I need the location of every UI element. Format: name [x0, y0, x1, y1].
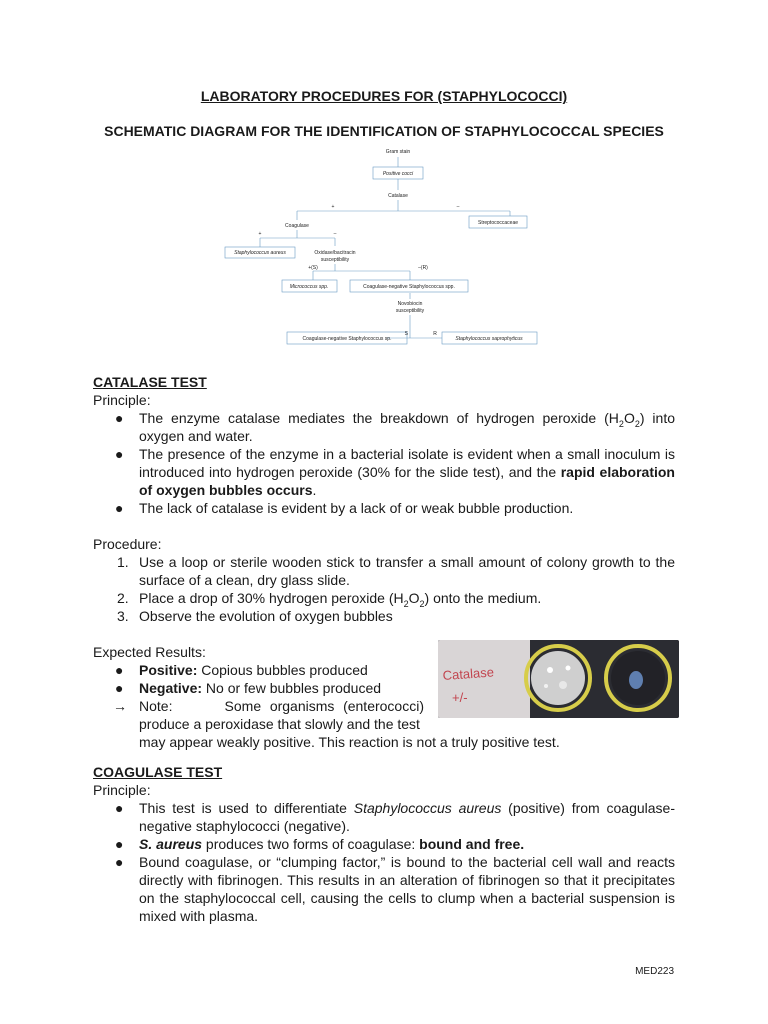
coagulase-heading: COAGULASE TEST: [93, 764, 223, 780]
label-resistant: –(R): [418, 265, 428, 271]
arrow-right-icon: →: [113, 698, 127, 714]
document-title: LABORATORY PROCEDURES FOR (STAPHYLOCOCCI): [200, 88, 568, 104]
bullet-icon: ●: [115, 500, 124, 516]
label-novobiocin-s: S: [404, 331, 408, 337]
bullet-icon: ●: [115, 680, 124, 696]
node-gram-stain: Gram stain: [385, 149, 411, 155]
coagulase-principle-label: Principle:: [93, 782, 151, 798]
node-novobiocin-line1: Novobiocin: [397, 301, 423, 307]
node-novobiocin-line2: susceptibility: [395, 308, 425, 314]
node-catalase: Catalase: [388, 193, 408, 199]
node-oxidase-line1: Oxidase/bacitracin: [314, 250, 356, 256]
bullet-icon: ●: [115, 854, 124, 870]
page-footer-code: MED223: [635, 966, 674, 977]
result-positive: ● Positive: Copious bubbles produced: [115, 662, 368, 678]
procedure-step-3: 3. Observe the evolution of oxygen bubbles: [117, 608, 393, 624]
catalase-principle-2: ● The presence of the enzyme in a bacterial isolate is evident when a small inoculum is introduced into hydrogen peroxide (30% for the slide test), and the rapid elaboration of oxygen bubbles occurs.: [115, 446, 675, 498]
identification-flowchart: [215, 143, 545, 348]
node-micrococcus: Micrococcus spp.: [289, 284, 329, 290]
catalase-principle-3: ● The lack of catalase is evident by a lack of or weak bubble production.: [115, 500, 574, 516]
node-oxidase-line2: susceptibility: [320, 257, 350, 263]
bullet-icon: ●: [115, 836, 124, 852]
node-coagulase: Coagulase: [285, 223, 309, 229]
label-susceptible: +(S): [308, 265, 318, 271]
procedure-label: Procedure:: [93, 536, 162, 552]
catalase-heading: CATALASE TEST: [93, 374, 207, 390]
expected-results-label: Expected Results:: [93, 644, 206, 660]
result-negative: ● Negative: No or few bubbles produced: [115, 680, 382, 696]
coagulase-section: [93, 763, 675, 925]
node-cns-sp: Coagulase-negative Staphylococcus sp.: [302, 336, 392, 342]
node-positive-cocci: Positive cocci: [382, 171, 414, 177]
bullet-icon: ●: [115, 446, 124, 462]
photo-label-catalase: Catalase: [442, 664, 495, 683]
bullet-icon: ●: [115, 800, 124, 816]
label-catalase-plus: +: [331, 204, 335, 210]
bullet-icon: ●: [115, 662, 124, 678]
label-coagulase-minus: –: [333, 231, 337, 237]
coagulase-principle-1: ● This test is used to differentiate Staphylococcus aureus (positive) from coagulase-negative staphylococci (negative).: [115, 800, 675, 834]
coagulase-principle-2: ● S. aureus produces two forms of coagulase: bound and free.: [115, 836, 525, 852]
catalase-slide-photo: [438, 640, 679, 718]
result-note: → Note: Some organisms (enterococci) produce a peroxidase that slowly and the test may appear weakly positive. This reaction is not a truly positive test.: [113, 698, 560, 750]
coagulase-principle-3: ● Bound coagulase, or “clumping factor,” is bound to the bacterial cell wall and reacts directly with fibrinogen. This results in an alteration of fibrinogen so that it precipitates on the staphylococcal cell, causing the cells to clump when a bacterial suspension is mixed with plasma.: [115, 854, 675, 924]
bullet-icon: ●: [115, 410, 124, 426]
node-staph-aureus: Staphylococcus aureus: [234, 250, 286, 256]
procedure-step-2: 2. Place a drop of 30% hydrogen peroxide $(H_2O_2)$ onto the medium.: [117, 590, 542, 609]
catalase-principle-label: Principle:: [93, 392, 151, 408]
node-saprophyticus: Staphylococcus saprophyticus: [455, 336, 523, 342]
node-cns-spp: Coagulase-negative Staphylococcus spp.: [363, 284, 455, 290]
photo-label-plus-minus: +/-: [452, 690, 468, 705]
procedure-step-1: 1. Use a loop or sterile wooden stick to transfer a small amount of colony growth to the surface of a clean, dry glass slide.: [117, 554, 675, 588]
node-streptococcaceae: Streptococcaceae: [477, 220, 519, 226]
catalase-principle-1: ● The enzyme catalase mediates the breakdown of hydrogen peroxide $(H_2O_2)$ into oxygen and water.: [115, 410, 676, 444]
label-novobiocin-r: R: [433, 331, 437, 337]
label-catalase-minus: –: [456, 204, 460, 210]
label-coagulase-plus: +: [258, 231, 262, 237]
diagram-heading: SCHEMATIC DIAGRAM FOR THE IDENTIFICATION OF STAPHYLOCOCCAL SPECIES: [104, 123, 664, 139]
